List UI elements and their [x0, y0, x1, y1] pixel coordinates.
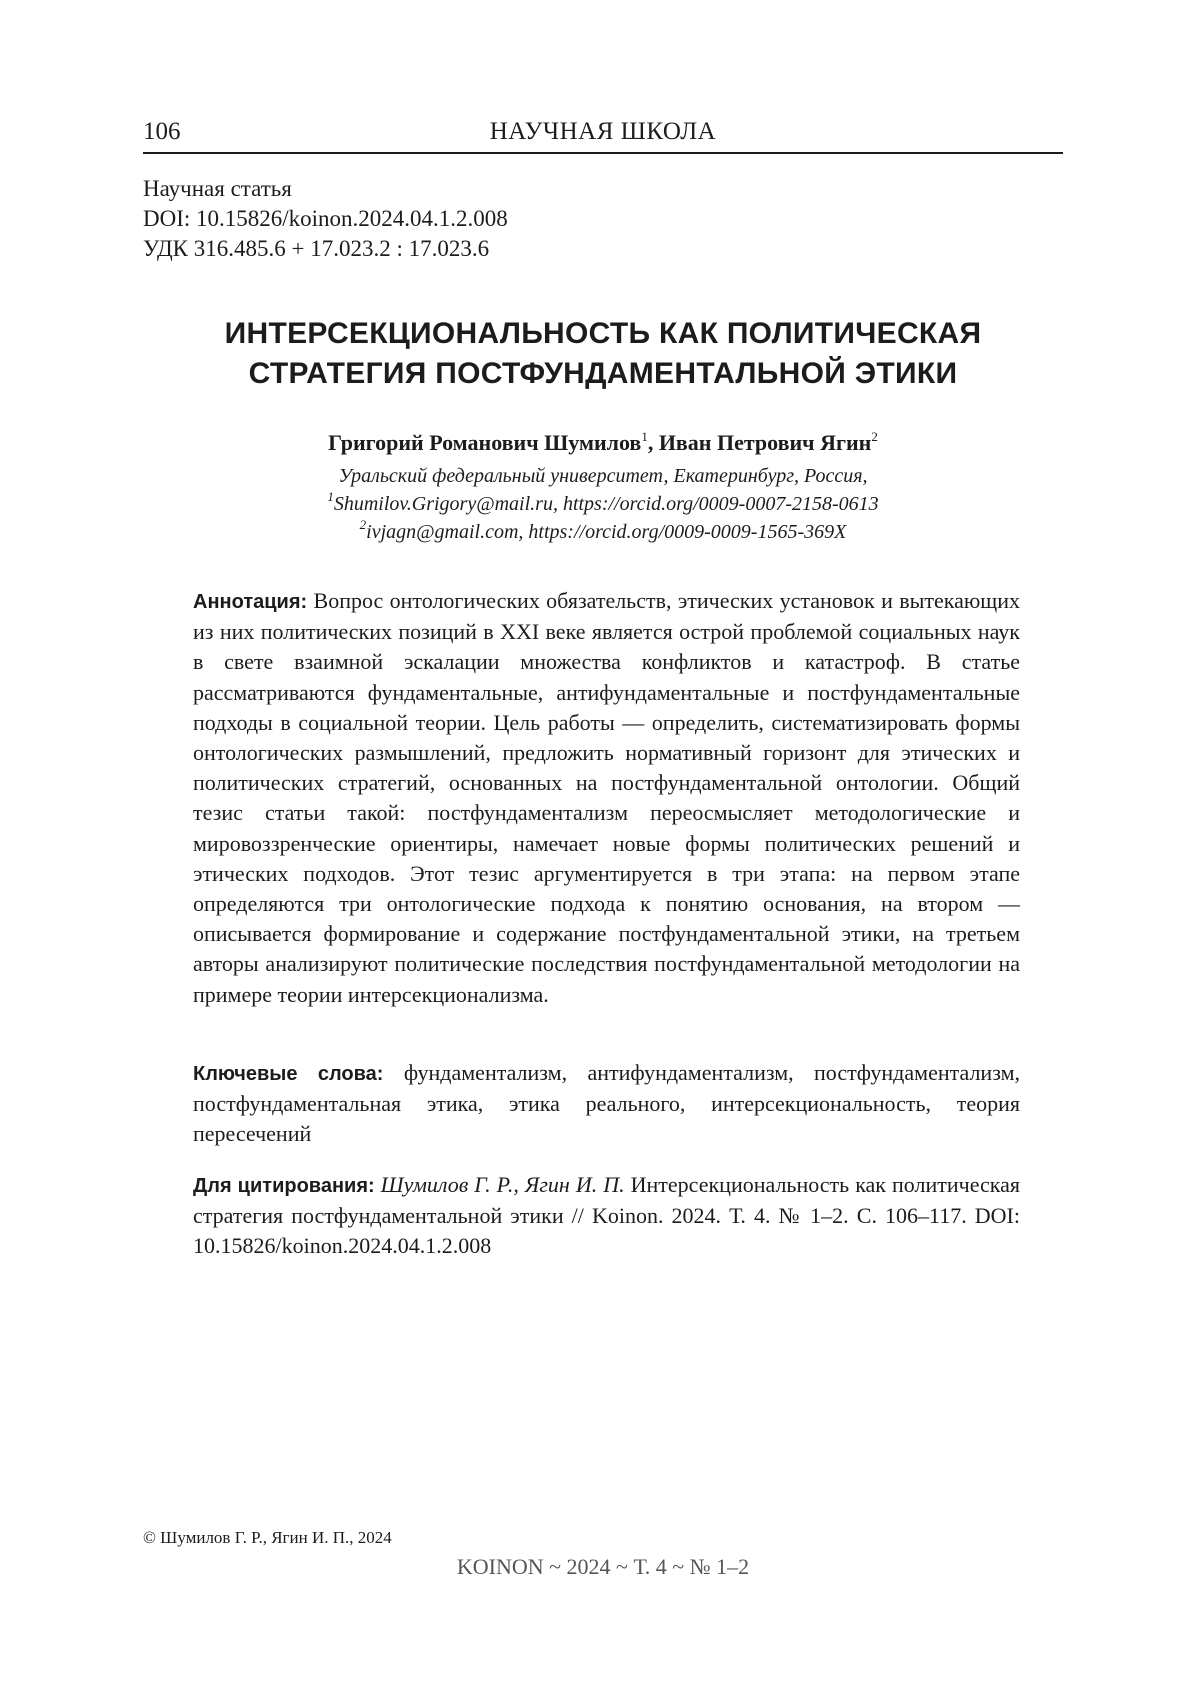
abstract-label: Аннотация: [193, 591, 307, 613]
title-line-1: ИНТЕРСЕКЦИОНАЛЬНОСТЬ КАК ПОЛИТИЧЕСКАЯ [143, 314, 1063, 354]
udc: УДК 316.485.6 + 17.023.2 : 17.023.6 [143, 234, 508, 264]
keywords-label: Ключевые слова: [193, 1063, 383, 1085]
contact-1-mark: 1 [327, 489, 334, 504]
author-1-affiliation-mark: 1 [641, 429, 648, 444]
doi: DOI: 10.15826/koinon.2024.04.1.2.008 [143, 204, 508, 234]
journal-footer: KOINON ~ 2024 ~ Т. 4 ~ № 1–2 [143, 1554, 1063, 1580]
author-separator: , [648, 430, 659, 455]
citation [193, 1170, 1020, 1262]
author-list [143, 428, 1063, 458]
author-2-contact: ivjagn@gmail.com, https://orcid.org/0009-0009-1565-369X [366, 521, 846, 543]
contact-2-mark: 2 [360, 517, 367, 532]
title-line-2: СТРАТЕГИЯ ПОСТФУНДАМЕНТАЛЬНОЙ ЭТИКИ [143, 354, 1063, 394]
article-title [143, 314, 1063, 394]
citation-label: Для цитирования: [193, 1175, 375, 1197]
running-head: НАУЧНАЯ ШКОЛА [143, 118, 1063, 146]
affiliations [143, 462, 1063, 546]
author-2-name: Иван Петрович Ягин [659, 430, 872, 455]
author-2-affiliation-mark: 2 [871, 429, 878, 444]
citation-authors: Шумилов Г. Р., Ягин И. П. [381, 1172, 625, 1197]
author-1-name: Григорий Романович Шумилов [328, 430, 641, 455]
keywords-text: фундаментализм, антифундаментализм, постфундаментализм, постфундаментальная этика, этика реального, интерсекциональность, теория пересечений [193, 1060, 1020, 1146]
page-header [143, 112, 1063, 154]
abstract-text: Вопрос онтологических обязательств, этических установок и вытекающих из них политических позиций в XXI веке является острой проблемой социальных наук в свете взаимной эскалации множества конфликтов и катастроф. В статье рассматриваются фундаментальные, антифундаментальные и постфундаментальные подходы в социальной теории. Цель работы — определить, систематизировать формы онтологических размышлений, предложить нормативный горизонт для этических и политических стратегий, основанных на постфундаментальной онтологии. Общий тезис статьи такой: постфундаментализм переосмысляет методологические и мировоззренческие ориентиры, намечает новые формы политических решений и этических подходов. Этот тезис аргументируется в три этапа: на первом этапе определяются три онтологические подхода к понятию основания, на втором — описывается формирование и содержание постфундаментальной этики, на третьем авторы анализируют политические последствия постфундаментальной методологии на примере теории интерсекционализма. [193, 588, 1020, 1007]
author-1-contact: Shumilov.Grigory@mail.ru, https://orcid.org/0009-0007-2158-0613 [334, 493, 879, 515]
institution: Уральский федеральный университет, Екатеринбург, Россия, [143, 462, 1063, 490]
article-type: Научная статья [143, 174, 508, 204]
keywords [193, 1058, 1020, 1150]
author-1-contact-line [143, 490, 1063, 518]
abstract [193, 586, 1020, 1010]
citation-text: Интерсекциональность как политическая стратегия постфундаментальной этики // Koinon. 2024. Т. 4. № 1–2. С. 106–117. DOI: 10.15826/koinon.2024.04.1.2.008 [193, 1172, 1020, 1258]
copyright-notice: © Шумилов Г. Р., Ягин И. П., 2024 [143, 1528, 392, 1548]
page-number: 106 [143, 118, 181, 146]
author-2-contact-line [143, 518, 1063, 546]
article-meta [143, 174, 508, 264]
